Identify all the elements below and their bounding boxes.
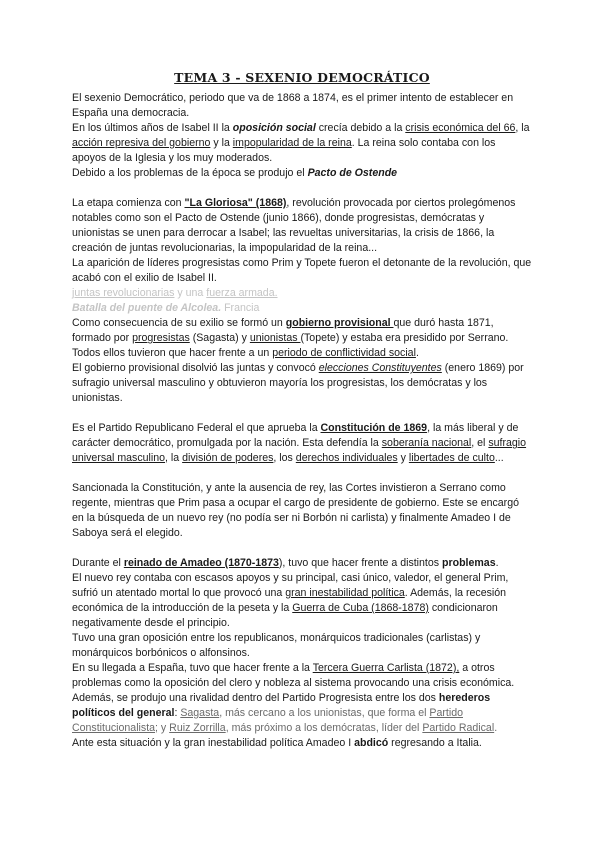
document-page [72,70,532,751]
term-ruiz-zorrilla: Ruiz Zorrilla [169,722,226,734]
faint-fuerza-armada: fuerza armada. [206,287,278,299]
intro-pacto-paragraph [72,166,532,181]
text-run: , los [273,452,296,464]
text-run: : [174,707,181,719]
term-gobierno-provisional: gobierno provisional [285,317,394,329]
faint-batalla: Batalla del puente de Alcolea. [72,302,222,314]
text-run: El nuevo rey contaba con escasos apoyos y su principal, casi único, valedor, el general Prim, sufrió un atentado mortal lo que provocó una [72,572,509,599]
text-run: , la [165,452,183,464]
term-unionistas: unionistas [249,332,301,344]
term-sagasta: Sagasta [180,707,220,719]
text-run: , el [471,437,489,449]
text-run: y la [210,137,233,149]
term-derechos: derechos individuales [295,452,398,464]
oposicion-paragraph [72,631,532,661]
elecciones-paragraph [72,361,532,406]
faint-juntas: juntas revolucionarias [72,287,175,299]
text-run: a otros problemas como la oposición del clero y nobleza al sistema provocando una crisis económica. Además, se produjo una rivalidad dentro del Partido Progresista entre los dos [72,662,515,704]
term-division-poderes: división de poderes [182,452,274,464]
term-partido-constitucionalista: Partido Constitucionalista [72,707,463,734]
gloriosa-paragraph [72,196,532,256]
term-progresistas: progresistas [132,332,190,344]
term-accion-represiva: acción represiva del gobierno [72,137,211,149]
text-run: , más próximo a los demócratas, líder del [225,722,423,734]
carlista-paragraph [72,661,532,736]
lideres-paragraph [72,256,532,286]
text-run: En los últimos años de Isabel II la [72,122,233,134]
term-crisis-economica: crisis económica del 66 [405,122,516,134]
text-run: regresando a Italia. [388,737,482,749]
term-partido-radical: Partido Radical [422,722,495,734]
text-run: , revolución provocada por ciertos prolegómenos notables como son el Pacto de Ostende (junio 1866), donde progresistas, demócratas y unionistas se unen para derrocar a Isabel; las revueltas universitarias, la crisis de 1866, la creación de juntas revolucionarias, la impopularidad de la reina... [72,197,516,254]
text-run: y [397,452,409,464]
term-abdico: abdicó [354,737,389,749]
text-run: Tuvo una gran oposición entre los republicanos, monárquicos tradicionales (carlistas) y monárquicos borbónicos o alfonsinos. [72,632,481,659]
term-la-gloriosa: "La Gloriosa" (1868) [184,197,287,209]
intro-paragraph [72,91,532,121]
text-run: ... [494,452,504,464]
text-run: (Topete) y estaba era presidido por Serrano. Todos ellos tuvieron que hacer frente a un [72,332,509,359]
term-libertades: libertades de culto [408,452,495,464]
term-problemas: problemas [442,557,496,569]
term-tercera-guerra-carlista: Tercera Guerra Carlista (1872), [312,662,460,674]
text-run: . [495,557,499,569]
term-sufragio: sufragio universal masculino [72,437,527,464]
provisional-paragraph [72,316,532,361]
term-herederos: herederos políticos del general [72,692,491,719]
text-run: Durante el [72,557,124,569]
text-run: (Sagasta) y [189,332,250,344]
prim-paragraph [72,571,532,631]
term-pacto-ostende: Pacto de Ostende [307,167,398,179]
intro-text: El sexenio Democrático, periodo que va de 1868 a 1874, es el primer intento de establecer en España una democracia. [72,92,514,119]
term-oposicion-social: oposición social [232,122,316,134]
text-run: ), tuvo que hacer frente a distintos [278,557,443,569]
faint-batalla-line [72,301,532,316]
text-run: Debido a los problemas de la época se produjo el [72,167,308,179]
text-run: La aparición de líderes progresistas como Prim y Topete fueron el detonante de la revolución, que acabó con el exilio de Isabel II. [72,257,532,284]
text-run: El gobierno provisional disolvió las juntas y convocó [72,362,319,374]
sancionada-paragraph [72,481,532,541]
term-impopularidad: impopularidad de la reina [232,137,352,149]
text-run: condicionaron negativamente desde el principio. [72,602,498,629]
constitucion-paragraph [72,421,532,466]
text-run: , la más liberal y de carácter democrático, promulgada por la nación. Esta defendía la [72,422,519,449]
text-run: , más cercano a los unionistas, que forma el [219,707,430,719]
abdicacion-paragraph [72,736,532,751]
text-run: La etapa comienza con [72,197,185,209]
text-run: Es el Partido Republicano Federal el que aprueba la [72,422,321,434]
term-constitucion-1869: Constitución de 1869 [320,422,428,434]
text-run: . [494,722,498,734]
text-run: , la [515,122,530,134]
text-run: . [415,347,419,359]
term-inestabilidad: gran inestabilidad política [285,587,405,599]
text-run: crecía debido a la [315,122,406,134]
text-run: En su llegada a España, tuvo que hacer frente a la [72,662,313,674]
faint-notes-line [72,286,532,301]
term-guerra-cuba: Guerra de Cuba (1868-1878) [292,602,429,614]
text-run: Como consecuencia de su exilio se formó un [72,317,286,329]
text-run: (enero 1869) por sufragio universal masculino y obtuvieron mayoría los progresistas, los demócratas y los unionistas. [72,362,524,404]
text-run: y una [174,287,207,299]
text-run: ; y [155,722,170,734]
text-run: . La reina solo contaba con los apoyos de la Iglesia y los muy moderados. [72,137,496,164]
term-elecciones: elecciones Constituyentes [318,362,442,374]
term-conflictividad: periodo de conflictividad social [272,347,416,359]
text-run: Ante esta situación y la gran inestabilidad política Amadeo I [72,737,355,749]
text-run: . Además, la recesión económica de la introducción de la peseta y la [72,587,507,614]
intro-opposition-paragraph [72,121,532,166]
term-reinado-amadeo: reinado de Amadeo (1870-1873 [123,557,279,569]
amadeo-paragraph [72,556,532,571]
text-run: Sancionada la Constitución, y ante la ausencia de rey, las Cortes invistieron a Serrano como regente, mientras que Prim pasa a ocupar el cargo de presidente de gobierno. Este se encargó en la búsqueda de un nuevo rey (no podía ser ni Borbón ni carlista) y finalmente Amadeo I de Saboya será el elegido. [72,482,519,539]
faint-francia: Francia [221,302,260,314]
page-title: TEMA 3 - SEXENIO DEMOCRÁTICO [174,70,430,85]
term-soberania: soberanía nacional [381,437,472,449]
text-run: que duró hasta 1871, formado por [72,317,494,344]
